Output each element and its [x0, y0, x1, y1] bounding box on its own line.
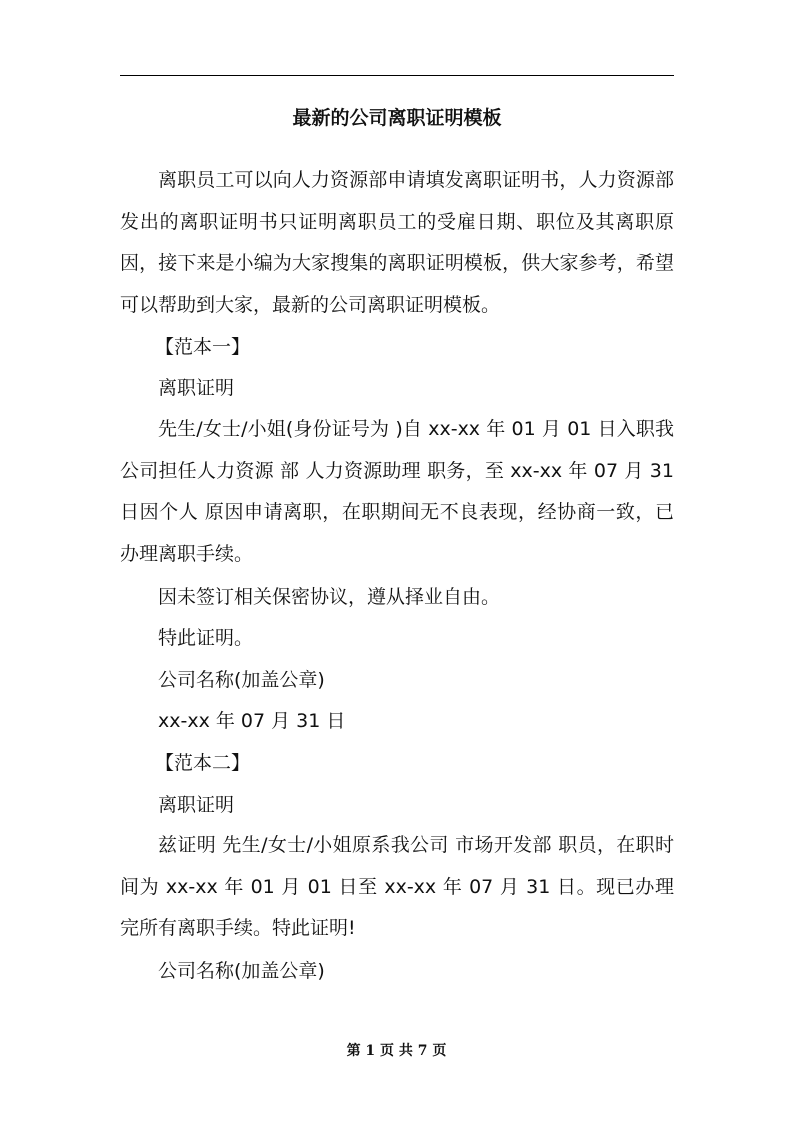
document-title: 最新的公司离职证明模板: [292, 107, 502, 129]
sample1-company: 公司名称(加盖公章): [158, 669, 325, 691]
intro-paragraph: 离职员工可以向人力资源部申请填发离职证明书，人力资源部发出的离职证明书只证明离职员工的受雇日期、职位及其离职原因，接下来是小编为大家搜集的离职证明模板，供大家参考，希望可以帮助到大家，最新的公司离职证明模板。: [120, 169, 674, 316]
sample2-heading: 【范本二】: [155, 752, 251, 774]
sample1-heading: 【范本一】: [155, 336, 251, 358]
sample2-title: 离职证明: [158, 794, 235, 816]
sample1-date: xx-xx 年 07 月 31 日: [158, 710, 346, 732]
page-footer: 第 1 页 共 7 页: [346, 1043, 447, 1059]
sample1-title: 离职证明: [158, 377, 235, 399]
sample1-closing: 特此证明。: [158, 627, 254, 649]
sample1-confidentiality: 因未签订相关保密协议，遵从择业自由。: [158, 586, 501, 608]
sample2-company: 公司名称(加盖公章): [158, 960, 325, 982]
header-rule: [120, 75, 674, 76]
sample2-body: 兹证明 先生/女士/小姐原系我公司 市场开发部 职员，在职时间为 xx-xx 年 01 月 01 日至 xx-xx 年 07 月 31 日。现已办理完所有离职手续。特此证明!: [120, 834, 674, 939]
sample1-body: 先生/女士/小姐(身份证号为 )自 xx-xx 年 01 月 01 日入职我公司担任人力资源 部 人力资源助理 职务，至 xx-xx 年 07 月 31 日因个人 原因申请离职，在职期间无不良表现，经协商一致，已办理离职手续。: [120, 418, 674, 565]
